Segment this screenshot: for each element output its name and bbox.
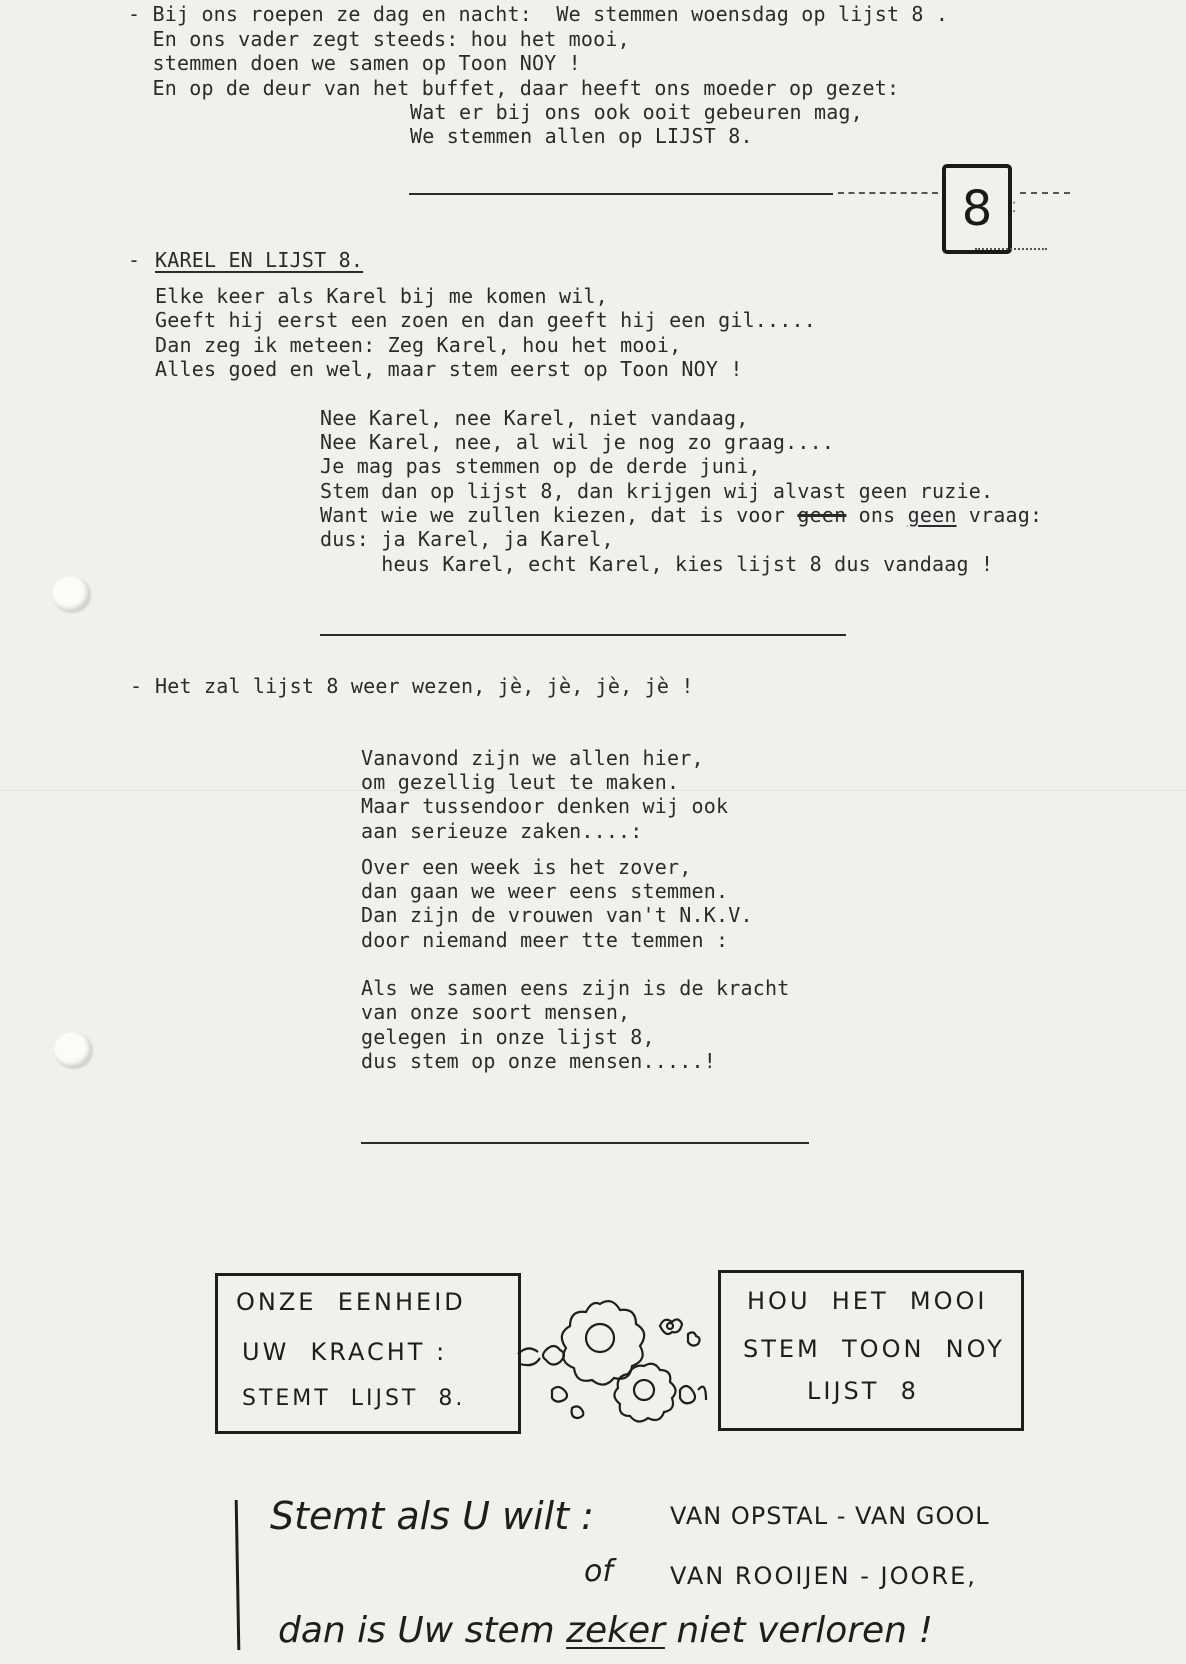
footer-text: niet verloren !: [664, 1610, 933, 1651]
refrain-line: Je mag pas stemmen op de derde juni,: [320, 454, 761, 478]
verse-2-dash: -: [128, 248, 141, 272]
verse-1-line: stemmen doen we samen op Toon NOY !: [128, 51, 581, 75]
underlined-word: geen: [907, 503, 957, 527]
stanza-line: Over een week is het zover,: [361, 855, 692, 879]
punch-hole: [54, 1032, 92, 1068]
footer-candidates: VAN OPSTAL - VAN GOOL: [670, 1502, 990, 1530]
badge-dots: [975, 248, 1047, 250]
verse-3-dash: -: [130, 674, 143, 698]
stanza-line: om gezellig leut te maken.: [361, 770, 680, 794]
stanza-line: Vanavond zijn we allen hier,: [361, 746, 704, 770]
verse-1-inset-line: Wat er bij ons ook ooit gebeuren mag,: [410, 100, 863, 124]
refrain-dus-line: heus Karel, echt Karel, kies lijst 8 dus vandaag !: [320, 552, 994, 576]
stanza-line: Dan zijn de vrouwen van't N.K.V.: [361, 903, 753, 927]
section-divider: [361, 1142, 809, 1144]
stanza-line: door niemand meer tte temmen :: [361, 928, 729, 952]
footer-text: dan is Uw stem: [278, 1610, 567, 1651]
stanza-line: van onze soort mensen,: [361, 1000, 631, 1024]
dashed-divider-tail: [838, 192, 938, 194]
verse-1-inset-line: We stemmen allen op LIJST 8.: [410, 124, 753, 148]
badge-dots: ⁚: [1012, 200, 1017, 216]
footer-underlined-word: zeker: [566, 1610, 665, 1651]
verse-2-line: Dan zeg ik meteen: Zeg Karel, hou het mooi,: [155, 333, 682, 357]
slogan-line: HOU HET MOOI: [747, 1287, 988, 1315]
slogan-box-left: [215, 1273, 521, 1434]
footer-script: of: [584, 1554, 613, 1589]
section-divider: [320, 634, 846, 636]
refrain-line: Nee Karel, nee, al wil je nog zo graag....: [320, 430, 835, 454]
stanza-line: dus stem op onze mensen.....!: [361, 1049, 716, 1073]
list-8-badge: [942, 164, 1012, 254]
flower-doodle-icon: [512, 1290, 722, 1430]
refrain-line: Stem dan op lijst 8, dan krijgen wij alvast geen ruzie.: [320, 479, 994, 503]
stanza-line: Maar tussendoor denken wij ook: [361, 794, 729, 818]
slogan-line: STEM TOON NOY: [743, 1335, 1005, 1363]
verse-2-line: Geeft hij eerst een zoen en dan geeft hij een gil.....: [155, 308, 817, 332]
badge-number: 8: [961, 181, 993, 237]
verse-1-line: En op de deur van het buffet, daar heeft ons moeder op gezet:: [128, 76, 900, 100]
verse-3-title: Het zal lijst 8 weer wezen, jè, jè, jè, jè !: [155, 674, 694, 698]
stanza-line: aan serieuze zaken....:: [361, 819, 643, 843]
footer-script: Stemt als U wilt :: [270, 1494, 594, 1538]
slogan-box-right: [718, 1270, 1024, 1431]
verse-2-line: Alles goed en wel, maar stem eerst op Toon NOY !: [155, 357, 743, 381]
footer-closing: [278, 1610, 933, 1651]
want-text: Want wie we zullen kiezen, dat is voor: [320, 503, 798, 527]
stanza-line: dan gaan we weer eens stemmen.: [361, 879, 729, 903]
slogan-line: LIJST 8: [807, 1377, 919, 1405]
struck-word: geen: [797, 503, 847, 527]
want-text: ons: [846, 503, 908, 527]
verse-1-line: En ons vader zegt steeds: hou het mooi,: [128, 27, 630, 51]
section-divider: [409, 193, 833, 195]
refrain-line: Nee Karel, nee Karel, niet vandaag,: [320, 406, 749, 430]
slogan-line: UW KRACHT :: [242, 1338, 448, 1366]
stanza-line: gelegen in onze lijst 8,: [361, 1025, 655, 1049]
slogan-line: STEMT LIJST 8.: [242, 1386, 466, 1411]
verse-2-title: KAREL EN LIJST 8.: [155, 248, 364, 272]
verse-1-line: - Bij ons roepen ze dag en nacht: We stemmen woensdag op lijst 8 .: [128, 2, 949, 26]
slogan-line: ONZE EENHEID: [236, 1288, 466, 1316]
refrain-want-line: [320, 503, 1042, 528]
punch-hole: [52, 576, 90, 612]
want-text: vraag:: [956, 503, 1043, 527]
margin-rule: [235, 1500, 241, 1650]
footer-candidates: VAN ROOIJEN - JOORE,: [670, 1562, 977, 1590]
stanza-line: Als we samen eens zijn is de kracht: [361, 976, 790, 1000]
verse-2-line: Elke keer als Karel bij me komen wil,: [155, 284, 608, 308]
refrain-dus-line: dus: ja Karel, ja Karel,: [320, 527, 614, 551]
dashed-divider-tail: [1020, 192, 1070, 194]
